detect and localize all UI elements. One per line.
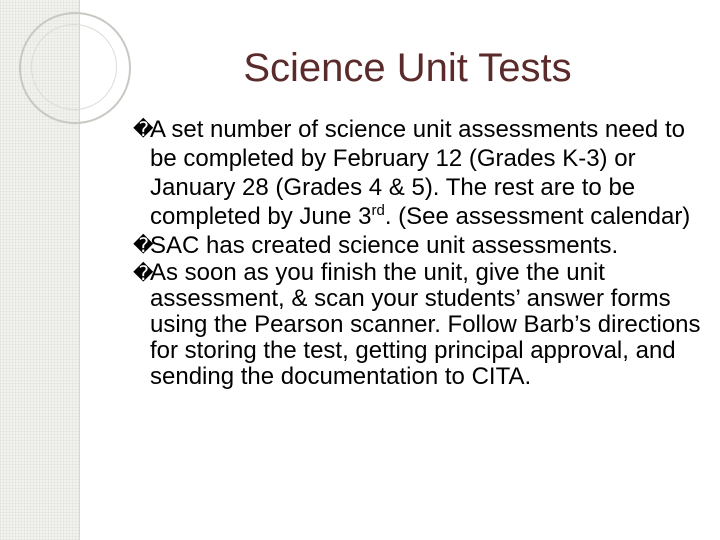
bullet-text bbox=[150, 116, 690, 230]
bullet-text-main: A set number of science unit assessments need to be completed by February 12 (Grades K-3) or January 28 (Grades 4 & 5). The rest are to be completed by June 3 bbox=[150, 116, 685, 230]
bullet-text: As soon as you finish the unit, give the unit assessment, & scan your students’ answer forms using the Pearson scanner. Follow Barb’s directions for storing the test, getting principal approval, and sending the documentation to CITA. bbox=[150, 259, 701, 390]
bullet-item bbox=[133, 115, 708, 231]
bullet-marker-icon: � bbox=[133, 261, 154, 285]
decorative-ring-inner bbox=[31, 24, 117, 110]
bullet-item bbox=[133, 231, 708, 260]
bullet-item bbox=[133, 260, 708, 390]
slide-content bbox=[133, 115, 708, 390]
slide-title: Science Unit Tests bbox=[243, 46, 572, 90]
bullet-marker-icon: � bbox=[133, 233, 154, 257]
bullet-text: SAC has created science unit assessments. bbox=[150, 232, 619, 259]
bullet-marker-icon: � bbox=[133, 117, 154, 141]
bullet-text-tail: . (See assessment calendar) bbox=[384, 203, 691, 230]
ordinal-suffix: rd bbox=[371, 202, 385, 219]
